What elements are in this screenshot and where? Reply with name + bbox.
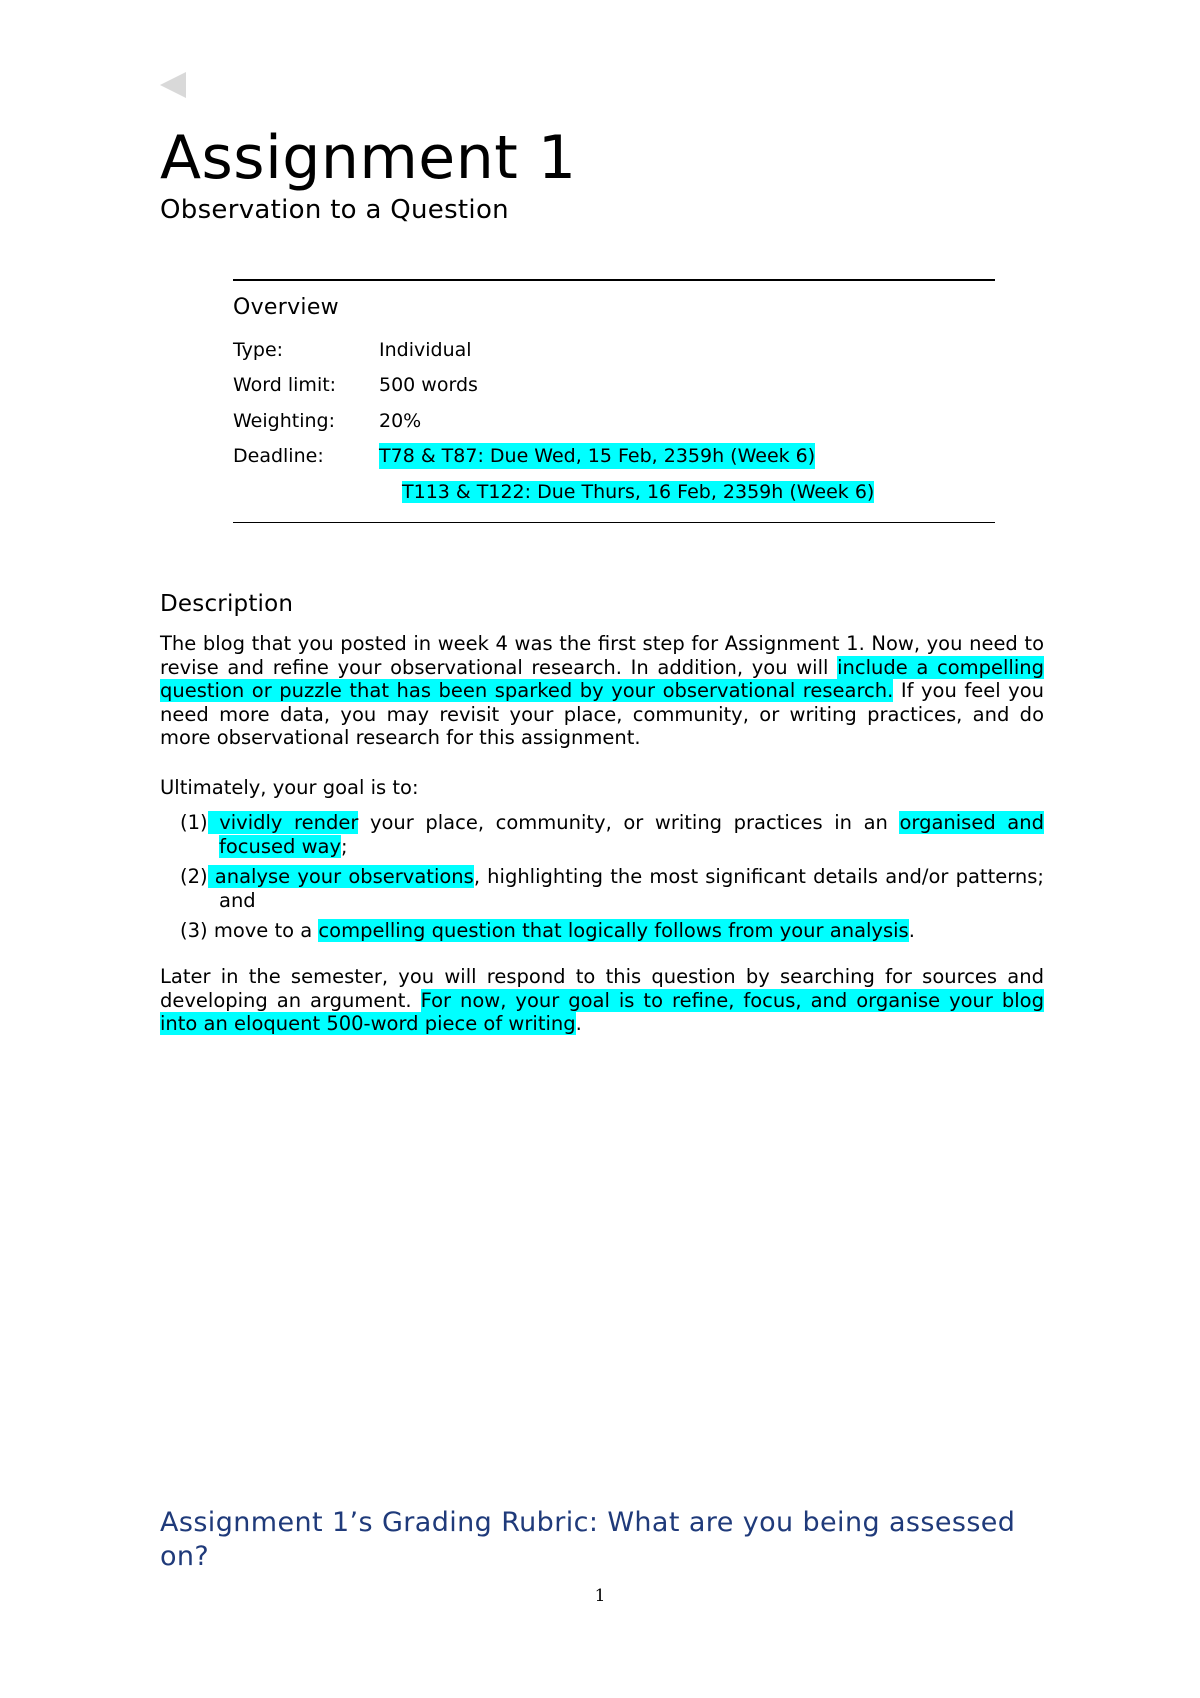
overview-row-type bbox=[233, 337, 472, 363]
text-run: ; bbox=[341, 834, 348, 858]
highlighted-text: organised and focused way bbox=[219, 811, 1044, 858]
goal-intro: Ultimately, your goal is to: bbox=[160, 776, 419, 799]
overview-label: Type: bbox=[233, 339, 284, 361]
description-heading: Description bbox=[160, 591, 294, 617]
deadline-value: T78 & T87: Due Wed, 15 Feb, 2359h (Week 6) bbox=[379, 445, 816, 467]
highlighted-text: include a compelling question or puzzle that has been sparked by your observational research. bbox=[160, 655, 1044, 702]
text-run: Later in the semester, you will respond to this question by searching for sources and developing an argument. bbox=[160, 965, 1044, 1012]
highlighted-text: For now, your goal is to refine, focus, and organise your blog into an eloquent 500-word piece of writing bbox=[160, 988, 1044, 1035]
overview-label: Weighting: bbox=[233, 410, 335, 432]
item-number: (2) bbox=[180, 865, 208, 888]
text-run: If you feel you need more data, you may revisit your place, community, or writing practices, and do more observational research for this assignment. bbox=[160, 679, 1044, 749]
overview-value: 20% bbox=[379, 410, 422, 432]
overview-label: Deadline: bbox=[233, 445, 324, 467]
overview-row-word-limit bbox=[233, 372, 478, 398]
text-run: your place, community, or writing practices in an bbox=[358, 811, 900, 834]
text-run: move to a bbox=[207, 919, 319, 942]
text-run: The blog that you posted in week 4 was the first step for Assignment 1. Now, you need to revise and refine your observational research. In addition, you will bbox=[160, 632, 1044, 679]
goal-item-3 bbox=[180, 919, 1044, 943]
overview-heading: Overview bbox=[233, 295, 339, 320]
rubric-heading: Assignment 1’s Grading Rubric: What are you being assessed on? bbox=[160, 1507, 1016, 1572]
page-number: 1 bbox=[594, 1586, 606, 1606]
text-run: . bbox=[908, 919, 915, 942]
item-number: (1) bbox=[180, 811, 208, 834]
goal-item-2 bbox=[180, 865, 1044, 912]
highlighted-text: analyse your observations bbox=[207, 865, 474, 888]
overview-row-weighting bbox=[233, 408, 421, 434]
overview-value: 500 words bbox=[379, 374, 478, 396]
overview-row-deadline-2 bbox=[402, 479, 874, 505]
overview-row-deadline bbox=[233, 443, 815, 469]
overview-box bbox=[233, 279, 995, 523]
goal-item-1 bbox=[180, 811, 1044, 858]
text-run: . bbox=[575, 1012, 582, 1035]
back-arrow-icon[interactable] bbox=[160, 72, 186, 98]
text-run: , highlighting the most significant details and/or patterns; and bbox=[219, 865, 1044, 912]
deadline-value-2: T113 & T122: Due Thurs, 16 Feb, 2359h (Week 6) bbox=[402, 481, 875, 503]
overview-value: Individual bbox=[379, 339, 472, 361]
document-subtitle: Observation to a Question bbox=[160, 195, 509, 225]
item-number: (3) bbox=[180, 919, 208, 942]
highlighted-text: compelling question that logically follows from your analysis bbox=[318, 919, 909, 942]
description-paragraph-3 bbox=[160, 965, 1044, 1036]
highlighted-text: vividly render bbox=[207, 811, 359, 834]
document-title: Assignment 1 bbox=[160, 123, 577, 193]
overview-label: Word limit: bbox=[233, 374, 337, 396]
description-paragraph-1 bbox=[160, 632, 1044, 750]
